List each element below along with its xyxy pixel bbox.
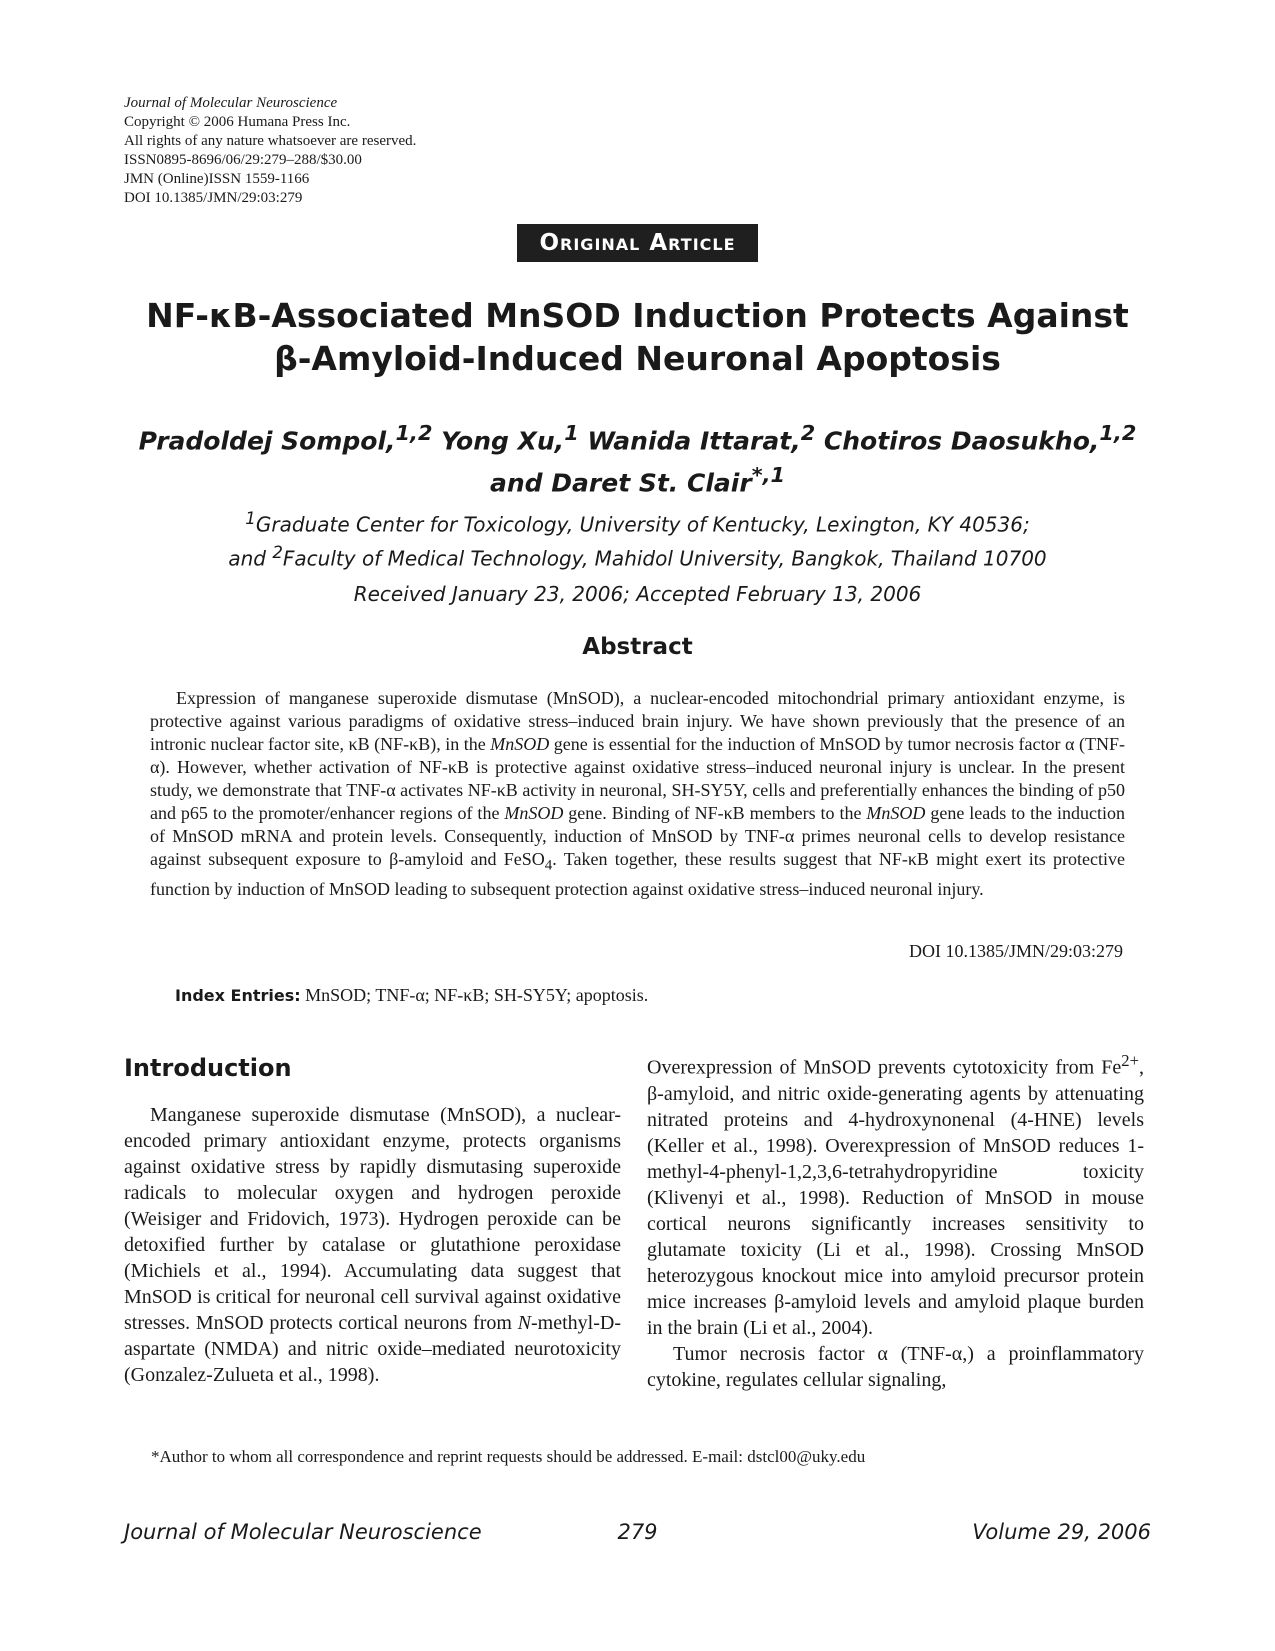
superscript: 2+ xyxy=(1121,1051,1139,1070)
abstract-segment: gene. Binding of NF-κB members to the xyxy=(563,803,867,823)
intro-text: Manganese superoxide dismutase (MnSOD), a nuclear-encoded primary antioxidant enzyme, protects organisms against oxidative stress by rapidly dismutasing superoxide radicals to molecular oxygen and hydrogen peroxide (Weisiger and Fridovich, 1973). Hydrogen peroxide can be detoxified further by catalase or glutathione peroxidase (Michiels et al., 1994). Accumulating data suggest that MnSOD is critical for neuronal cell survival against oxidative stresses. MnSOD protects cortical neurons from xyxy=(124,1104,621,1334)
issn-line: ISSN0895-8696/06/29:279–288/$30.00 xyxy=(124,152,362,168)
intro-text: , β-amyloid, and nitric oxide-generating agents by attenuating nitrated proteins and 4-hydroxynonenal (4-HNE) levels (Keller et al., 1998). Overexpression of MnSOD reduces 1-methyl-4-phenyl-1,2,3,6-tetrahydropyridine toxicity (Klivenyi et al., 1998). Reduction of MnSOD in mouse cortical neurons significantly increases sensitivity to glutamate toxicity (Li et al., 1998). Crossing MnSOD heterozygous knockout mice into amyloid precursor protein mice increases β-amyloid levels and amyloid plaque burden in the brain (Li et al., 2004). xyxy=(647,1056,1144,1339)
italic-text: N xyxy=(517,1312,531,1334)
abstract-segment: Expression of manganese superoxide dismutase (MnSOD), a nuclear-encoded mitochondrial primary antioxidant enzyme, is protective against various paradigms of oxidative stress–induced brain injury. We have shown previously that the presence of an intronic nuclear factor site, κB (NF-κB), in the xyxy=(150,688,1125,754)
article-type-badge: Original Article xyxy=(517,224,757,262)
author-list xyxy=(0,416,1275,501)
subscript: 4 xyxy=(544,857,553,874)
gene-name: MnSOD xyxy=(866,803,926,823)
intro-paragraph: Tumor necrosis factor α (TNF-α,) a proinflammatory cytokine, regulates cellular signaling, xyxy=(647,1342,1144,1391)
abstract-doi: DOI 10.1385/JMN/29:03:279 xyxy=(908,941,1123,961)
title-line-2: β-Amyloid-Induced Neuronal Apoptosis xyxy=(274,339,1001,378)
footer-journal: Journal of Molecular Neuroscience xyxy=(124,1520,482,1544)
intro-paragraph xyxy=(647,1048,1144,1341)
affiliation-mark: 2 xyxy=(272,542,283,562)
introduction-heading: Introduction xyxy=(124,1054,292,1082)
gene-name: MnSOD xyxy=(504,803,564,823)
affiliations xyxy=(0,505,1275,572)
abstract-segment: gene is essential for the induction of MnSOD by tumor necrosis factor α (TNF-α). However, whether activation of NF-κB is protective against oxidative stress–induced neuronal injury is unclear. In the present study, we demonstrate that TNF-α activates NF-κB activity in neuronal, SH-SY5Y, cells and preferentially enhances the binding of p50 and p65 to the promoter/enhancer regions of the xyxy=(150,734,1125,823)
author-name: Wanida Ittarat, xyxy=(578,426,801,456)
author-affiliation-mark: 1,2 xyxy=(395,421,433,445)
journal-name: Journal of Molecular Neuroscience xyxy=(124,95,338,111)
article-type-container xyxy=(0,224,1275,262)
index-entries xyxy=(175,985,648,1006)
correspondence-footnote: *Author to whom all correspondence and reprint requests should be addressed. E-mail: dstcl00@uky.edu xyxy=(151,1447,866,1466)
affiliation-text: Faculty of Medical Technology, Mahidol University, Bangkok, Thailand 10700 xyxy=(282,546,1047,571)
intro-text: Overexpression of MnSOD prevents cytotoxicity from Fe xyxy=(647,1056,1122,1079)
abstract-segment: gene leads to the induction of MnSOD mRNA and protein levels. Consequently, induction of MnSOD by TNF-α primes neuronal cells to develop resistance against subsequent exposure to β-amyloid and FeSO xyxy=(150,803,1126,869)
index-terms: MnSOD; TNF-α; NF-κB; SH-SY5Y; apoptosis. xyxy=(300,985,649,1005)
title-line-1: NF-κB-Associated MnSOD Induction Protects Against xyxy=(146,296,1129,335)
author-affiliation-mark: 1,2 xyxy=(1099,421,1137,445)
abstract-text xyxy=(150,687,1125,901)
rights-line: All rights of any nature whatsoever are reserved. xyxy=(124,133,417,149)
article-title xyxy=(0,294,1275,380)
author-name: Yong Xu, xyxy=(432,426,565,456)
affiliation-text: Graduate Center for Toxicology, University of Kentucky, Lexington, KY 40536; xyxy=(255,512,1030,537)
intro-text: -aspartate (NMDA) and nitric oxide–mediated neurotoxicity (Gonzalez-Zulueta et al., 1998). xyxy=(124,1312,621,1386)
small-caps-text: D xyxy=(599,1312,615,1334)
issn-online-line: JMN (Online)ISSN 1559-1166 xyxy=(124,171,310,187)
publication-info xyxy=(124,94,416,208)
abstract-heading: Abstract xyxy=(582,634,693,660)
author-affiliation-mark: 2 xyxy=(800,421,816,445)
doi-line: DOI 10.1385/JMN/29:03:279 xyxy=(124,190,303,206)
author-name: Chotiros Daosukho, xyxy=(815,426,1100,456)
author-name: Pradoldej Sompol, xyxy=(138,426,396,456)
affiliation-mark: 1 xyxy=(245,509,256,528)
index-label: Index Entries: xyxy=(175,986,301,1005)
affiliation-conjunction: and xyxy=(228,546,273,571)
author-name: and Daret St. Clair xyxy=(490,468,752,498)
footer-volume: Volume 29, 2006 xyxy=(972,1520,1151,1544)
authors-line-1 xyxy=(0,416,1275,458)
author-affiliation-mark: 1 xyxy=(564,421,579,445)
affiliation-1 xyxy=(0,505,1275,539)
intro-text: -methyl- xyxy=(531,1312,600,1334)
footer-page-number: 279 xyxy=(617,1520,658,1544)
received-dates: Received January 23, 2006; Accepted February 13, 2006 xyxy=(353,582,922,606)
author-affiliation-mark: *,1 xyxy=(751,463,785,488)
copyright-line: Copyright © 2006 Humana Press Inc. xyxy=(124,114,351,130)
gene-name: MnSOD xyxy=(490,734,550,754)
abstract-segment: . Taken together, these results suggest that NF-κB might exert its protective function by induction of MnSOD leading to subsequent protection against oxidative stress–induced neuronal injury. xyxy=(150,849,1125,899)
intro-column-right xyxy=(647,1048,1144,1393)
intro-column-left xyxy=(124,1102,621,1388)
affiliation-2 xyxy=(0,539,1275,573)
authors-line-2 xyxy=(0,458,1275,500)
